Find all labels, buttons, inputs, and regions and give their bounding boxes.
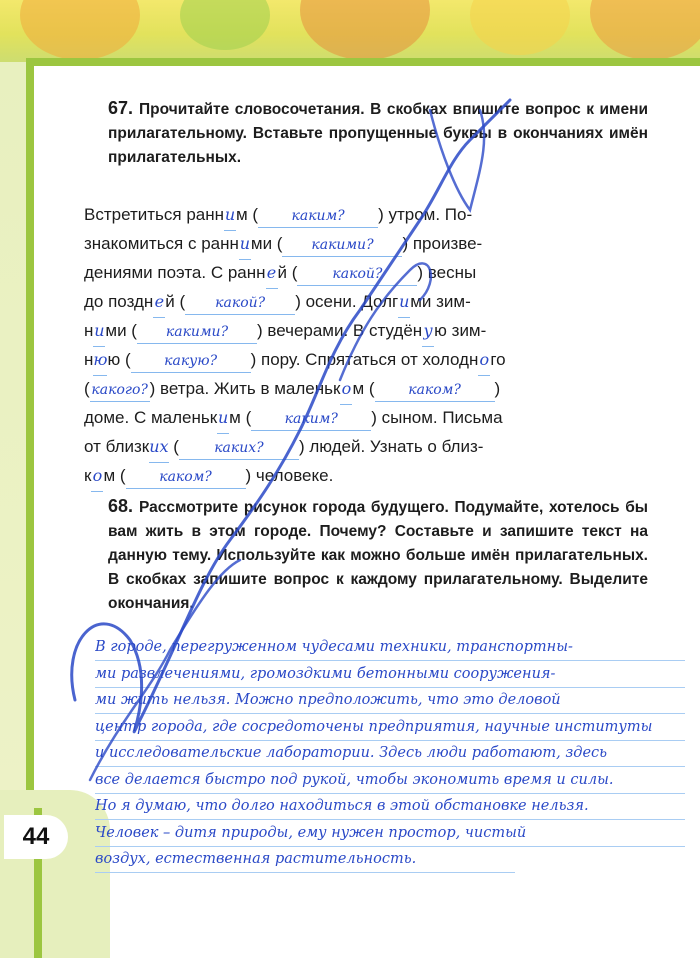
handwritten-line: ми развлечениями, громоздкими бетонными сооружения- [95, 663, 685, 688]
filled-ending[interactable]: и [239, 229, 251, 260]
handwritten-line: центр города, где сосредоточены предприятия, научные институты [95, 716, 685, 741]
printed-text: го [490, 350, 506, 369]
decor-blob [180, 0, 270, 50]
handwritten-line: и исследовательские лаборатории. Здесь люди работают, здесь [95, 742, 685, 767]
exercise-line [84, 345, 506, 375]
printed-text: н [84, 321, 94, 340]
filled-ending[interactable]: е [153, 287, 165, 318]
printed-text: Встретиться ранн [84, 205, 225, 224]
decor-blob [300, 0, 430, 60]
printed-text: й ( [277, 263, 298, 282]
printed-text: к [84, 466, 92, 485]
handwritten-line: все делается быстро под рукой, чтобы экономить время и силы. [95, 769, 685, 794]
printed-text: ) вечерами. В студён [256, 321, 423, 340]
printed-text: м ( [103, 466, 126, 485]
printed-text: ( [168, 437, 179, 456]
filled-ending[interactable]: о [91, 461, 103, 492]
printed-text: ) весны [417, 263, 477, 282]
filled-ending[interactable]: у [422, 316, 434, 347]
printed-text: ) людей. Узнать о близ- [298, 437, 484, 456]
printed-text: ми зим- [410, 292, 471, 311]
task-number: 67. [108, 98, 134, 118]
question-blank[interactable]: какой? [185, 294, 295, 315]
printed-text: ) [494, 379, 501, 398]
handwritten-line: ми жить нельзя. Можно предположить, что это деловой [95, 689, 685, 714]
decor-blob [470, 0, 570, 55]
exercise-line [84, 403, 503, 433]
filled-ending[interactable]: е [266, 258, 278, 289]
top-decor-band [0, 0, 700, 62]
exercise-line [84, 200, 472, 230]
exercise-line [84, 287, 471, 317]
printed-text: м ( [352, 379, 375, 398]
printed-text: дениями поэта. С ранн [84, 263, 266, 282]
task-68 [108, 494, 648, 616]
printed-text: знакомиться с ранн [84, 234, 239, 253]
task-instructions: Прочитайте словосочетания. В скобках впишите вопрос к имени прилагательному. Вставьте пропущенные буквы в окончаниях имён прилагательных. [108, 101, 648, 166]
printed-text: м ( [229, 408, 252, 427]
decor-blob [20, 0, 140, 60]
question-blank[interactable]: каком? [375, 381, 495, 402]
filled-ending[interactable]: их [149, 432, 168, 463]
filled-ending[interactable]: и [93, 316, 105, 347]
exercise-line [84, 258, 476, 288]
question-blank[interactable]: какой? [297, 265, 417, 286]
question-blank[interactable]: какую? [131, 352, 251, 373]
exercise-line [84, 374, 500, 404]
filled-ending[interactable]: о [478, 345, 490, 376]
exercise-line [84, 461, 333, 491]
top-green-rule [26, 58, 700, 66]
printed-text: ) произве- [402, 234, 483, 253]
printed-text: до поздн [84, 292, 154, 311]
question-blank[interactable]: каким? [258, 207, 378, 228]
printed-text: ) осени. Долг [295, 292, 399, 311]
filled-ending[interactable]: ю [93, 345, 107, 376]
printed-text: ) утром. По- [378, 205, 473, 224]
question-blank[interactable]: каким? [251, 410, 371, 431]
page-number: 44 [4, 815, 68, 859]
printed-text: ) сыном. Письма [371, 408, 503, 427]
task-instructions: Рассмотрите рисунок города будущего. Подумайте, хотелось бы вам жить в этом городе. Почему? Составьте и запишите текст на данную тему. Используйте как можно больше имён прилагательных. В скобках запишите вопрос к каждому прилагательному. Выделите окончания. [108, 499, 648, 612]
printed-text: н [84, 350, 94, 369]
decor-blob [590, 0, 700, 60]
handwritten-line: В городе, перегруженном чудесами техники, транспортны- [95, 636, 685, 661]
filled-ending[interactable]: о [340, 374, 352, 405]
filled-ending[interactable]: и [217, 403, 229, 434]
question-blank[interactable]: какими? [137, 323, 257, 344]
exercise-line [84, 432, 483, 462]
printed-text: ) ветра. Жить в маленьк [149, 379, 341, 398]
printed-text: ( [84, 379, 90, 398]
printed-text: ми ( [105, 321, 137, 340]
printed-text: ю ( [107, 350, 131, 369]
printed-text: ми ( [250, 234, 283, 253]
filled-ending[interactable]: и [398, 287, 410, 318]
handwritten-line: Но я думаю, что долго находиться в этой обстановке нельзя. [95, 795, 685, 820]
printed-text: м ( [236, 205, 259, 224]
printed-text: доме. С маленьк [84, 408, 218, 427]
filled-ending[interactable]: и [224, 200, 236, 231]
task-number: 68. [108, 496, 134, 516]
task-67 [108, 96, 648, 170]
exercise-line [84, 316, 486, 346]
handwritten-line: Человек – дитя природы, ему нужен простор, чистый [95, 822, 685, 847]
printed-text: от близк [84, 437, 150, 456]
question-blank[interactable]: каких? [179, 439, 299, 460]
printed-text: ) пору. Спрятаться от холодн [250, 350, 479, 369]
printed-text: ю зим- [434, 321, 487, 340]
printed-text: ) человеке. [245, 466, 334, 485]
question-blank[interactable]: какими? [282, 236, 402, 257]
printed-text: й ( [165, 292, 186, 311]
question-blank[interactable]: каком? [126, 468, 246, 489]
question-blank[interactable]: какого? [90, 381, 150, 402]
handwritten-line: воздух, естественная растительность. [95, 848, 515, 873]
exercise-line [84, 229, 482, 259]
